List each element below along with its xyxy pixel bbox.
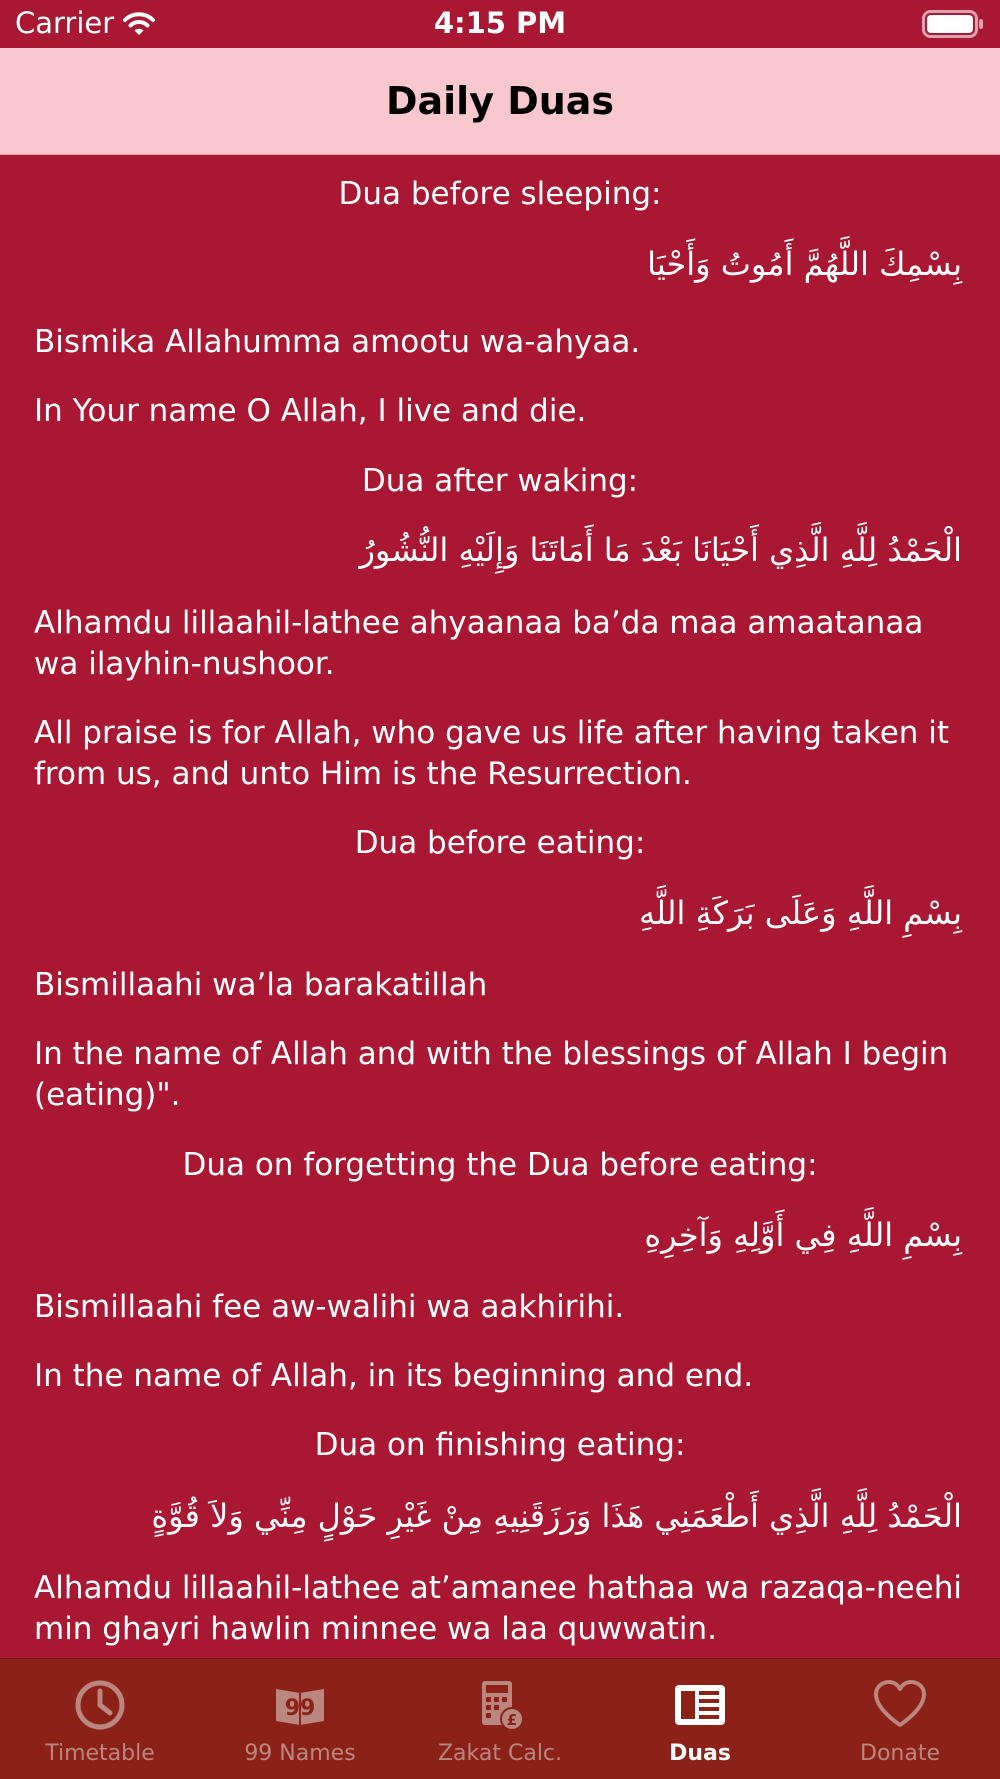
dua-translation: In the name of Allah and with the blessings of Allah I begin (eating)". xyxy=(34,1036,949,1113)
dua-transliteration: Bismillaahi fee aw-walihi wa aakhirihi. xyxy=(34,1289,625,1325)
battery-icon xyxy=(922,10,984,42)
dua-transliteration: Bismillaahi wa’la barakatillah xyxy=(34,967,488,1003)
tab-timetable[interactable] xyxy=(0,1659,200,1779)
dua-heading: Dua after waking: xyxy=(361,463,639,499)
duas-scroll-view[interactable] xyxy=(0,155,1000,1658)
tab-label: 99 Names xyxy=(244,1741,356,1766)
dua-heading: Dua before eating: xyxy=(354,825,646,861)
dua-arabic: بِسْمِ اللَّهِ فِي أَوَّلِهِ وَآخِرِهِ xyxy=(644,1216,962,1254)
tab-label: Timetable xyxy=(45,1741,155,1766)
dua-translation: In the name of Allah, in its beginning and end. xyxy=(34,1358,754,1394)
dua-arabic: بِسْمِكَ اللَّهُمَّ أَمُوتُ وَأَحْيَا xyxy=(647,245,962,283)
heart-icon xyxy=(870,1675,930,1735)
dua-transliteration: Alhamdu lillaahil-lathee ahyaanaa ba’da maa amaatanaa wa ilayhin-nushoor. xyxy=(34,605,924,682)
newspaper-icon xyxy=(670,1675,730,1735)
navigation-bar xyxy=(0,48,1000,155)
dua-arabic: الْحَمْدُ لِلَّهِ الَّذِي أَطْعَمَنِي هَذَا وَرَزَقَنِيهِ مِنْ غَيْرِ حَوْلٍ مِنِّي وَلاَ قُوَّةٍ xyxy=(151,1497,962,1535)
status-bar xyxy=(0,0,1000,48)
dua-transliteration: Bismika Allahumma amootu wa-ahyaa. xyxy=(34,324,641,360)
clock-time: 4:15 PM xyxy=(433,6,567,40)
tab-duas[interactable] xyxy=(600,1659,800,1779)
dua-heading: Dua before sleeping: xyxy=(338,176,662,212)
dua-translation: In Your name O Allah, I live and die. xyxy=(34,393,587,429)
svg-text:99: 99 xyxy=(284,1696,316,1721)
tab-label: Duas xyxy=(669,1741,731,1766)
carrier-label: Carrier xyxy=(15,6,115,40)
tab-donate[interactable] xyxy=(800,1659,1000,1779)
dua-translation: All praise is for Allah, who gave us life after having taken it from us, and unto Him is the Resurrection. xyxy=(34,715,950,792)
page-title: Daily Duas xyxy=(385,79,615,123)
dua-arabic: الْحَمْدُ لِلَّهِ الَّذِي أَحْيَانَا بَعْدَ مَا أَمَاتَنَا وَإِلَيْهِ النُّشُورُ xyxy=(359,531,962,569)
tab-zakat-calc[interactable] xyxy=(400,1659,600,1779)
tab-99-names[interactable] xyxy=(200,1659,400,1779)
dua-heading: Dua on forgetting the Dua before eating: xyxy=(182,1147,818,1183)
tab-label: Zakat Calc. xyxy=(437,1741,563,1766)
tab-bar xyxy=(0,1658,1000,1779)
dua-heading: Dua on finishing eating: xyxy=(314,1427,686,1463)
clock-icon xyxy=(70,1675,130,1735)
svg-text:£: £ xyxy=(506,1711,518,1729)
calculator-icon xyxy=(470,1675,530,1735)
dua-transliteration: Alhamdu lillaahil-lathee at’amanee hathaa wa razaqa-neehi min ghayri hawlin minnee wa laa quwwatin. xyxy=(34,1570,963,1647)
tab-label: Donate xyxy=(860,1741,940,1766)
book-99-icon xyxy=(270,1675,330,1735)
dua-arabic: بِسْمِ اللَّهِ وَعَلَى بَرَكَةِ اللَّهِ xyxy=(639,894,962,932)
